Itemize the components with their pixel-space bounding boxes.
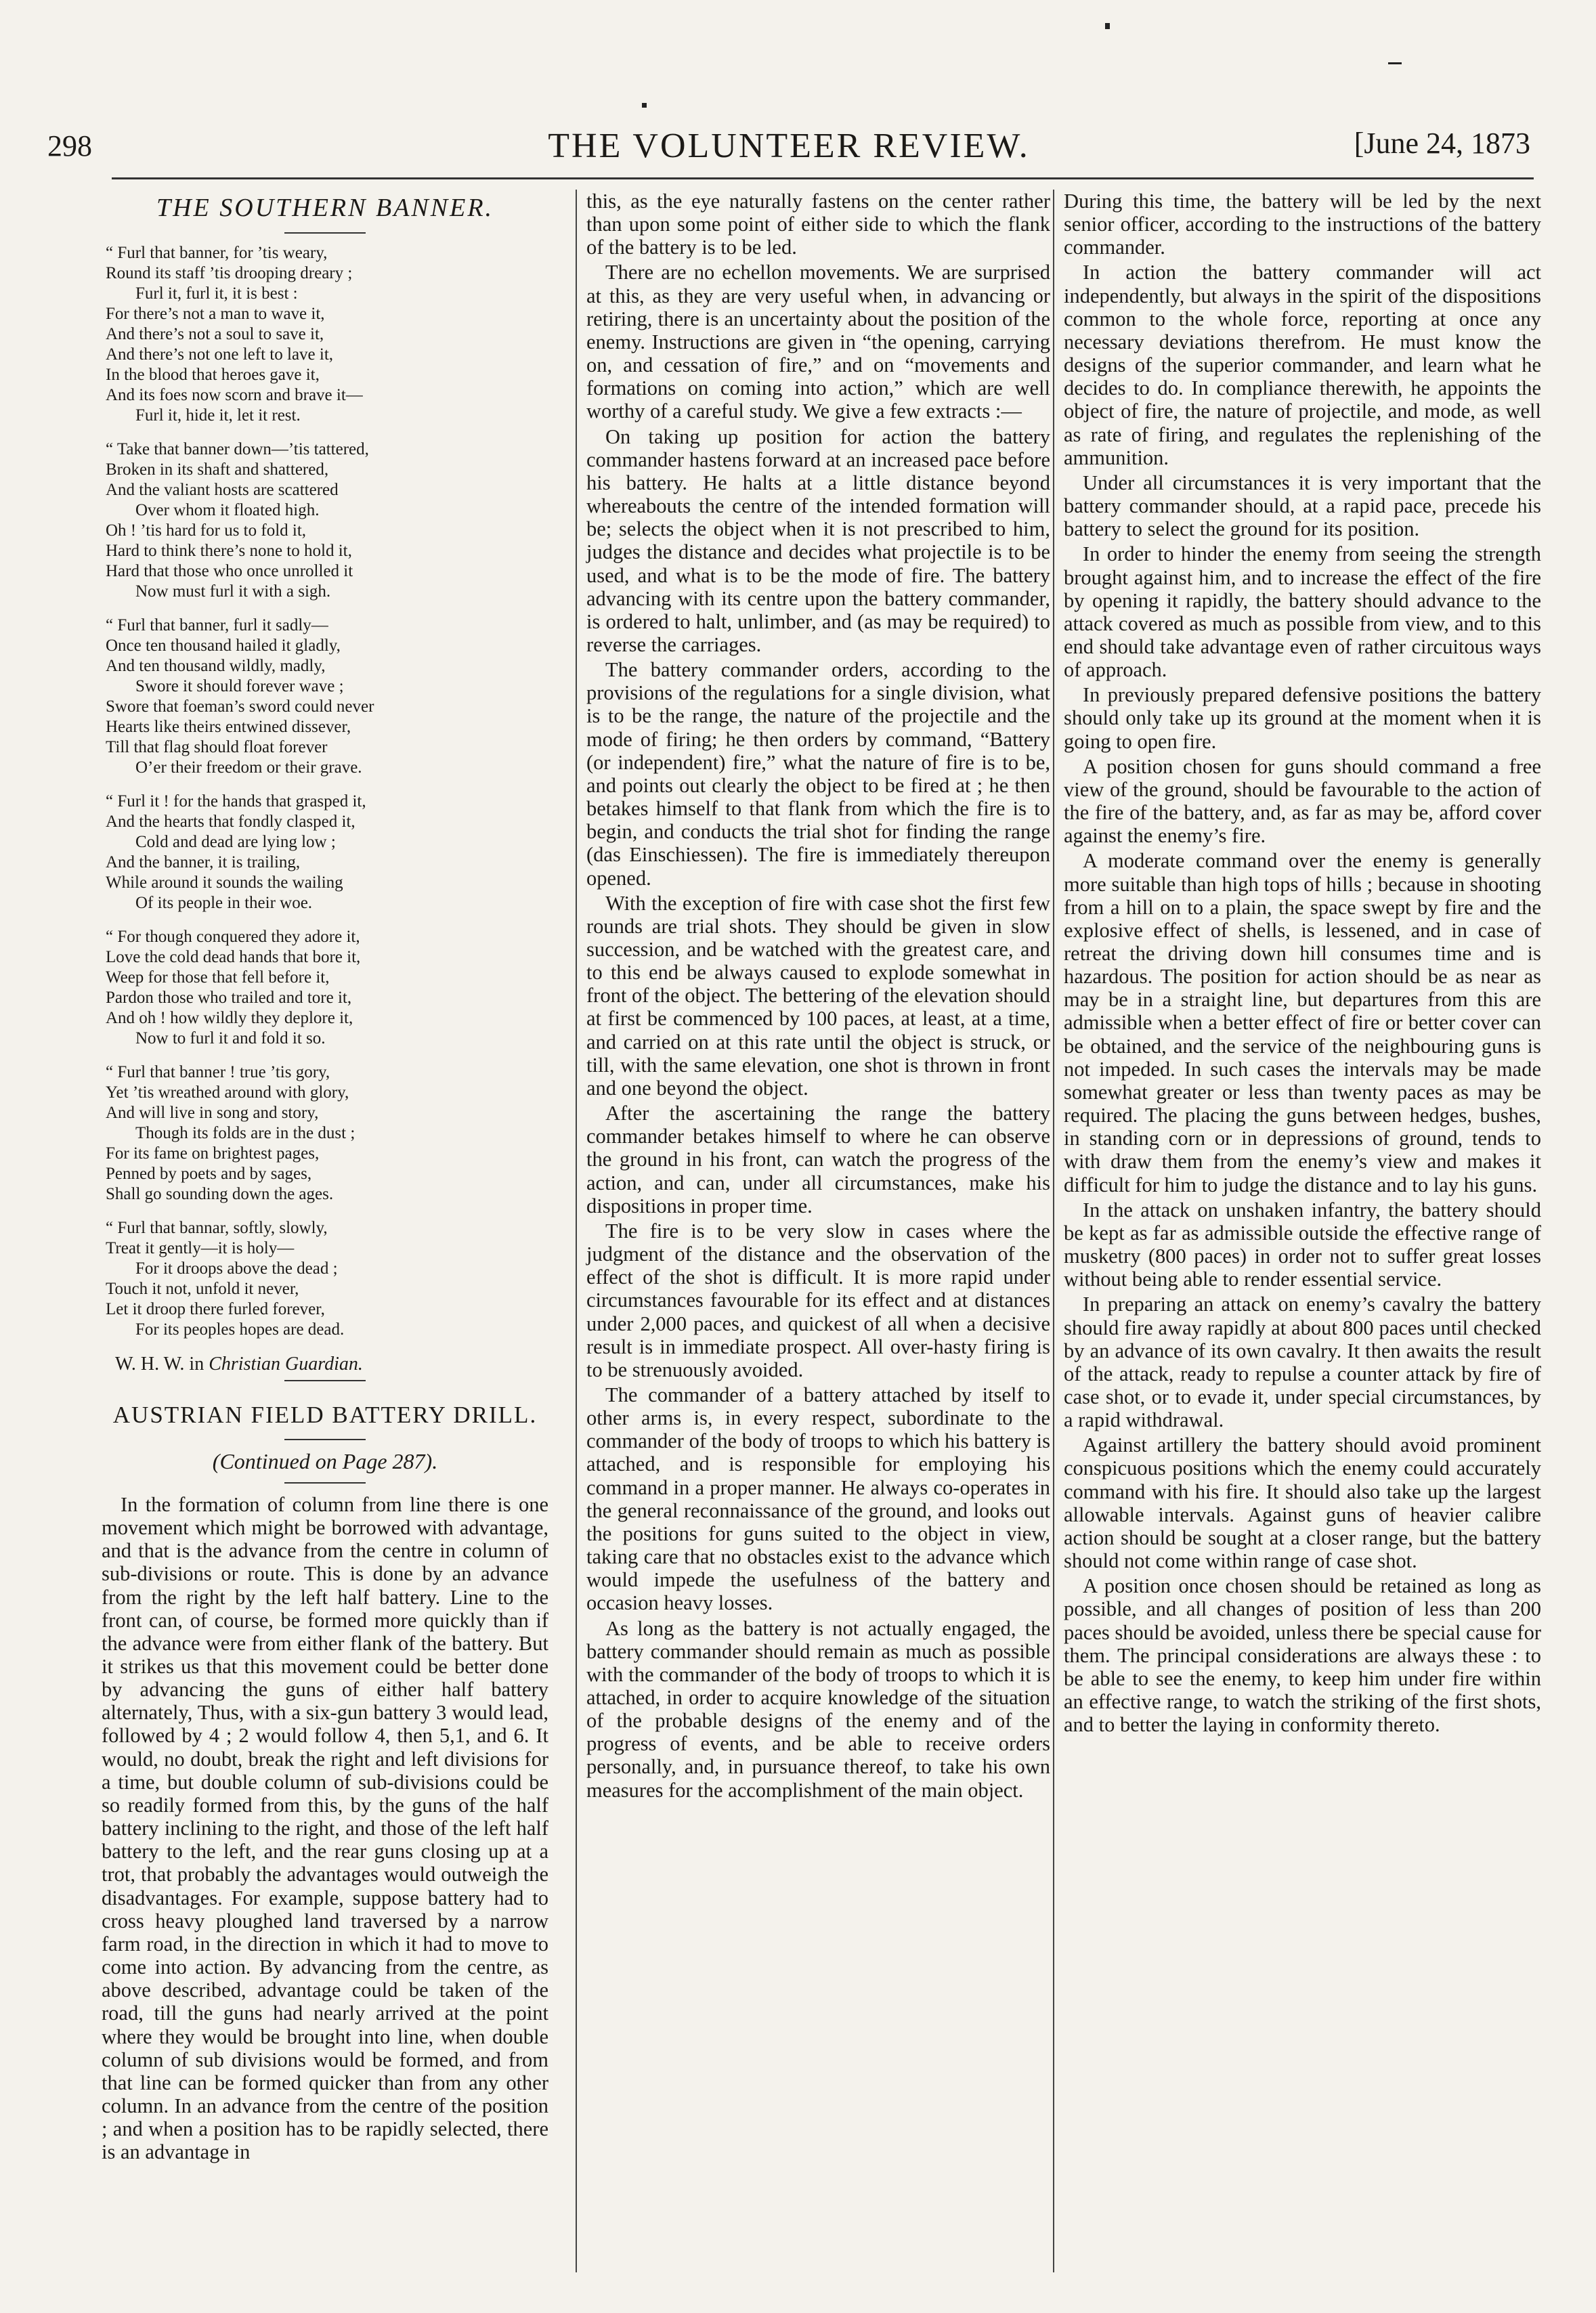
poem-line: Over whom it floated high.	[135, 500, 320, 519]
poem-line: For there’s not a man to wave it,	[106, 304, 325, 323]
poem-line: Penned by poets and by sages,	[106, 1164, 312, 1183]
header-rule	[112, 177, 1534, 179]
poem-title: THE SOUTHERN BANNER.	[156, 194, 494, 222]
poem-line: “ Furl that banner, furl it sadly—	[106, 615, 328, 634]
poem-line: And the hearts that fondly clasped it,	[106, 812, 355, 831]
poem-line: Hard that those who once unrolled it	[106, 561, 353, 580]
poem-line: “ For though conquered they adore it,	[106, 927, 360, 946]
article-paragraph: During this time, the battery will be led by the next senior officer, according to the instructions of the battery commander.	[1064, 190, 1541, 259]
poem-signature	[115, 1354, 548, 1375]
poem-line: Let it droop there furled forever,	[106, 1299, 325, 1318]
poem-line: Yet ’tis wreathed around with glory,	[106, 1083, 349, 1102]
article-paragraph: In previously prepared defensive positions the battery should only take up its ground at the moment when it is going to open fire.	[1064, 683, 1541, 753]
article-paragraph: There are no echellon movements. We are surprised at this, as they are very useful when, in advancing or retiring, there is an uncertainty about the position of the enemy. Instructions are given in “the opening, carrying on, and cessation of fire,” and on “movements and formations on coming into action,” which are well worthy of a careful study. We give a few extracts :—	[586, 261, 1050, 423]
poem-line: Shall go sounding down the ages.	[106, 1184, 334, 1203]
stray-ink-dot-center	[642, 103, 647, 108]
article-paragraph: The commander of a battery attached by itself to other arms is, in every respect, subordinate to the commander of the body of troops to which his battery is attached, and is responsible for employing his command in a proper manner. He always co-operates in the general reconnaissance of the ground, and looks out the positions for guns suited to the object in view, taking care that no obstacles exist to the advance which would impede the usefulness of the battery and occasion heavy losses.	[586, 1383, 1050, 1615]
issue-date: [June 24, 1873	[1354, 127, 1530, 160]
stray-ink-dash-right	[1388, 62, 1402, 64]
poem-line: Swore that foeman’s sword could never	[106, 697, 374, 716]
article-paragraph: In order to hinder the enemy from seeing the strength brought against him, and to increase the effect of the fire by opening it rapidly, the battery should advance to the attack covered as much as possible from view, and to this end should take advantage even of rather circuitous ways of approach.	[1064, 542, 1541, 682]
article-paragraph: A moderate command over the enemy is generally more suitable than high tops of hills ; because in shooting from a hill on to a plain, the space swept by fire and the explosive effect of shells, is lessened, and in case of retreat the driving down hill consumes time and is hazardous. The position for action should be as near as may be in a straight line, but departures from this are admissible when a better effect of fire or better cover can be obtained, and the service of the neighbouring guns is not impeded. In such cases the intervals may be made somewhat greater or less than twenty paces as may be required. The placing the guns between hedges, bushes, in standing corn or in depressions of ground, tends to with draw them from the enemy’s view and makes it difficult for him to judge the distance and to lay his guns.	[1064, 849, 1541, 1196]
article-paragraph: Against artillery the battery should avoid prominent conspicuous positions which the enemy could accurately command with his fire. It should also take up the largest allowable intervals. Against guns of heavier calibre action should be sought at a closer range, but the battery should not come within range of case shot.	[1064, 1433, 1541, 1573]
article-paragraph: Under all circumstances it is very important that the battery commander should, at a rapid pace, precede his battery to select the ground for its position.	[1064, 471, 1541, 541]
poem-line: And oh ! how wildly they deplore it,	[106, 1008, 353, 1027]
article-paragraph: The fire is to be very slow in cases where the judgment of the distance and the observation of the effect of the shot is difficult. It is more rapid under circumstances favourable for its effect and at distances under 2,000 paces, and quickest of all when a decisive result is in immediate prospect. All over-hasty firing is to be strenuously avoided.	[586, 1219, 1050, 1381]
poem-line: For its peoples hopes are dead.	[135, 1320, 345, 1339]
poem-line: Furl it, hide it, let it rest.	[135, 406, 301, 425]
poem-line: And its foes now scorn and brave it—	[106, 385, 363, 404]
stray-ink-mark-top	[1105, 23, 1110, 29]
poem-line: And ten thousand wildly, madly,	[106, 656, 326, 675]
poem-line: Hearts like theirs entwined dissever,	[106, 717, 351, 736]
poem-line: Oh ! ’tis hard for us to fold it,	[106, 521, 307, 540]
poem-line: “ Furl that bannar, softly, slowly,	[106, 1218, 328, 1237]
poem-stanza	[106, 243, 548, 426]
poem-line: For its fame on brightest pages,	[106, 1144, 320, 1163]
poem-line: “ Furl that banner ! true ’tis gory,	[106, 1062, 330, 1081]
article-paragraph: In action the battery commander will act independently, but always in the spirit of the dispositions common to the whole force, reporting at once any necessary deviations therefrom. He must know the designs of the superior commander, and learn what he decides to do. In compliance therewith, he appoints the object of fire, the nature of projectile, and mode, as well as rate of firing, and regulates the replenishing of the ammunition.	[1064, 261, 1541, 469]
poem-line: Touch it not, unfold it never,	[106, 1279, 299, 1298]
poem-line: For it droops above the dead ;	[135, 1259, 338, 1278]
poem-line: Once ten thousand hailed it gladly,	[106, 636, 341, 655]
page-number: 298	[47, 129, 92, 163]
article-paragraph: On taking up position for action the battery commander hastens forward at an increased pace before his battery. He halts at a little distance beyond whereabouts the centre of the intended formation will be; selects the object when it is not prescribed to him, judges the distance and decides what projectile is to be used, and what is to be the mode of fire. The battery advancing with its centre upon the battery commander, is ordered to halt, unlimber, and (as may be required) to reverse the carriages.	[586, 425, 1050, 656]
poem-line: Till that flag should float forever	[106, 737, 328, 756]
poem-stanza	[106, 1062, 548, 1205]
poem-line: And there’s not one left to lave it,	[106, 345, 334, 364]
poem-line: Pardon those who trailed and tore it,	[106, 988, 352, 1007]
poem-line: Though its folds are in the dust ;	[135, 1123, 355, 1142]
poem-line: Of its people in their woe.	[135, 893, 313, 912]
article-paragraph: As long as the battery is not actually engaged, the battery commander should remain as much as possible with the commander of the body of troops to which it is attached, in order to acquire knowledge of the situation of the probable designs of the enemy and of the progress of events, and be able to receive orders personally, and, in pursuance thereof, to take his own measures for the accomplishment of the main object.	[586, 1616, 1050, 1802]
poem-line: And the valiant hosts are scattered	[106, 480, 339, 499]
poem-line: Furl it, furl it, it is best :	[135, 284, 298, 303]
poem-line: And there’s not a soul to save it,	[106, 324, 324, 343]
article-paragraph: In the attack on unshaken infantry, the battery should be kept as far as admissible outside the effective range of musketry (800 paces) in order not to suffer great losses without being able to render essential service.	[1064, 1198, 1541, 1291]
poem-line: “ Furl that banner, for ’tis weary,	[106, 243, 328, 262]
poem-stanza	[106, 439, 548, 602]
poem-line: Hard to think there’s none to hold it,	[106, 541, 352, 560]
poem-line: Love the cold dead hands that bore it,	[106, 947, 361, 966]
poem-author: W. H. W. in	[115, 1353, 204, 1375]
poem-line: O’er their freedom or their grave.	[135, 758, 362, 777]
poem-line: “ Take that banner down—’tis tattered,	[106, 439, 369, 458]
article-paragraph: this, as the eye naturally fastens on the center rather than upon some point of either side to which the flank of the battery is to be led.	[586, 190, 1050, 259]
poem-line: Now must furl it with a sigh.	[135, 582, 331, 601]
poem-line: And the banner, it is trailing,	[106, 852, 301, 871]
continued-note: (Continued on Page 287).	[212, 1449, 438, 1474]
poem-line: And will live in song and story,	[106, 1103, 319, 1122]
poem-line: Round its staff ’tis drooping dreary ;	[106, 263, 353, 282]
article-title: AUSTRIAN FIELD BATTERY DRILL.	[112, 1401, 538, 1428]
section-divider	[284, 1380, 366, 1381]
poem-line: “ Furl it ! for the hands that grasped it,	[106, 792, 366, 810]
poem-line: Weep for those that fell before it,	[106, 968, 330, 987]
poem-line: Treat it gently—it is holy—	[106, 1238, 295, 1257]
periodical-title: THE VOLUNTEER REVIEW.	[548, 127, 1030, 165]
poem-stanza	[106, 1218, 548, 1340]
article-paragraph: In preparing an attack on enemy’s cavalry the battery should fire away rapidly at about 800 paces until checked by an advance of its own cavalry. It then awaits the result of the attack, ready to repulse a counter attack by fire of case shot, or to evade it, under special circumstances, by a rapid withdrawal.	[1064, 1293, 1541, 1432]
article-title-rule	[284, 1439, 366, 1440]
article-paragraph: In the formation of column from line there is one movement which might be borrowed with advantage, and that is the advance from the centre in column of sub-divisions or route. This is done by an advance from the right by the left half battery. Line to the front can, of course, be formed more quickly than if the advance were from either flank of the battery. But it strikes us that this movement could be better done by advancing the guns of either half battery alternately, Thus, with a six-gun battery 3 would lead, followed by 4 ; 2 would follow 4, then 5,1, and 6. It would, no doubt, break the right and left divisions for a time, but double column of sub-divisions could be so readily formed from this, by the guns of the half battery inclining to the right, and those of the left half battery to the left, and the rear guns closing up at a trot, that probably the advantages would outweigh the disadvantages. For example, suppose battery had to cross heavy ploughed land traversed by a narrow farm road, in the direction in which it had to move to come into action. By advancing from the centre, as above described, advantage could be taken of the road, till the guns had nearly arrived at the point where they would be brought into line, when double column of sub divisions would be formed, and from that line can be formed quicker than from any other column. In an advance from the centre of the position ; and when a position has to be rapidly selected, there is an advantage in	[102, 1492, 548, 2164]
poem-title-rule	[284, 232, 366, 234]
article-paragraph: A position chosen for guns should command a free view of the ground, should be favourable to the action of the fire of the battery, and, as far as may be, afford cover against the enemy’s fire.	[1064, 754, 1541, 848]
article-paragraph: A position once chosen should be retained as long as possible, and all changes of position of less than 200 paces should be avoided, unless there be special cause for them. The principal considerations are always these : to be able to see the enemy, to keep him under fire within an effective range, to watch the striking of the first shots, and to better the laying in conformity thereto.	[1064, 1574, 1541, 1737]
poem-line: While around it sounds the wailing	[106, 873, 343, 892]
column-left	[102, 190, 548, 2272]
poem-stanza	[106, 615, 548, 778]
poem-source: Christian Guardian.	[209, 1353, 363, 1375]
poem-line: Cold and dead are lying low ;	[135, 832, 336, 851]
article-paragraph: With the exception of fire with case shot the first few rounds are trial shots. They should be given in slow succession, and be watched with the greatest care, and to this end be always caused to explode somewhat in front of the object. The bettering of the elevation should at first be commenced by 100 paces, at least, at a time, and carried on at this rate until the object is struck, or till, with the same elevation, one shot is thrown in front and one beyond the object.	[586, 891, 1050, 1100]
poem-stanza	[106, 927, 548, 1049]
poem-line: Broken in its shaft and shattered,	[106, 460, 329, 479]
column-middle	[576, 190, 1050, 2272]
column-right	[1053, 190, 1541, 2272]
poem-line: Now to furl it and fold it so.	[135, 1029, 326, 1047]
poem-stanza	[106, 792, 548, 913]
poem-line: Swore it should forever wave ;	[135, 676, 344, 695]
article-paragraph: The battery commander orders, according to the provisions of the regulations for a single division, what is to be the range, the nature of the projectile and the mode of firing; he then orders by command, “Battery (or independent) fire,” what the nature of fire is to be, and points out clearly the object to be fired at ; he then betakes himself to that flank from which the fire is to begin, and conducts the trial shot for finding the range (das Einschiessen). The fire is immediately thereupon opened.	[586, 658, 1050, 890]
page-header	[47, 122, 1530, 176]
continued-note-rule	[284, 1482, 366, 1484]
article-paragraph: After the ascertaining the range the battery commander betakes himself to where he can observe the ground in his front, can watch the progress of the action, and can, under all circumstances, make his dispositions in proper time.	[586, 1102, 1050, 1217]
poem-line: In the blood that heroes gave it,	[106, 365, 320, 384]
